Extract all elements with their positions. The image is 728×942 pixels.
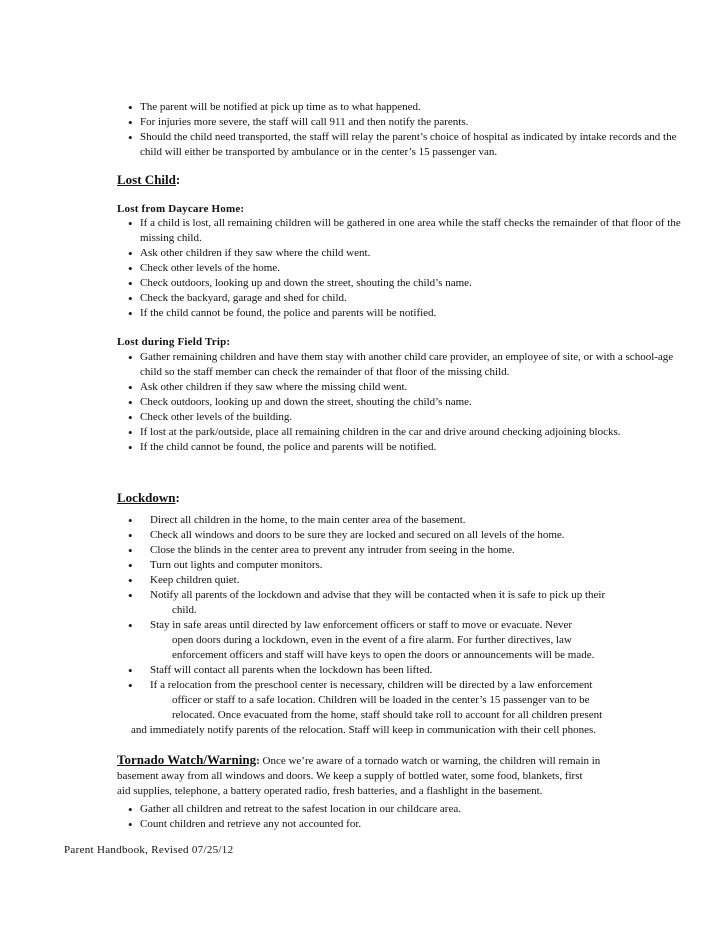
tornado-line-2: basement away from all windows and doors. We keep a supply of bottled water, some food, blankets, first: [117, 770, 583, 782]
list-item: • The parent will be notified at pick up time as to what happened.: [128, 100, 688, 115]
lockdown-heading: Lockdown:: [117, 490, 180, 505]
lost-child-heading: Lost Child:: [117, 172, 181, 187]
notify-line-2: child.: [172, 604, 197, 616]
lockdown-heading-text: Lockdown: [117, 490, 176, 505]
lost-fieldtrip-list: [128, 350, 688, 455]
list-item: • Gather all children and retreat to the safest location in our childcare area.: [128, 802, 688, 817]
list-item: • If a child is lost, all remaining children will be gathered in one area while the staff checks the remainder of that floor of the missing child.: [128, 216, 688, 246]
reloc-line-2: officer or staff to a safe location. Children will be loaded in the center’s 15 passenger van to be: [172, 694, 590, 706]
notify-line-1: • Notify all parents of the lockdown and advise that they will be contacted when it is safe to pick up their: [150, 589, 606, 601]
stay-line-3: enforcement officers and staff will have keys to open the doors or announcements will be made.: [172, 649, 595, 661]
tornado-line-3: aid supplies, telephone, a battery operated radio, fresh batteries, and a flashlight in the basement.: [117, 785, 543, 797]
list-item: • Check all windows and doors to be sure they are locked and secured on all levels of the home.: [128, 528, 688, 543]
stay-line-1: • Stay in safe areas until directed by law enforcement officers or staff to move or evacuate. Never: [150, 619, 573, 631]
tornado-heading: Tornado Watch/Warning: [117, 752, 257, 767]
list-item: [128, 678, 688, 738]
list-item: • Ask other children if they saw where the child went.: [128, 246, 688, 261]
list-item: • If the child cannot be found, the police and parents will be notified.: [128, 440, 688, 455]
lockdown-list: [128, 513, 688, 738]
lost-fieldtrip-heading: Lost during Field Trip:: [117, 336, 231, 348]
list-item: • Should the child need transported, the staff will relay the parent’s choice of hospital as indicated by intake records and the child will either be transported by ambulance or in the center’s 15 passenger van.: [128, 130, 688, 160]
list-item: • Turn out lights and computer monitors.: [128, 558, 688, 573]
list-item: • Check other levels of the building.: [128, 410, 688, 425]
lost-child-heading-text: Lost Child: [117, 172, 176, 187]
list-item: • Count children and retrieve any not accounted for.: [128, 817, 688, 832]
reloc-line-3: relocated. Once evacuated from the home, staff should take roll to account for all children present: [172, 709, 603, 721]
list-item: • Check outdoors, looking up and down the street, shouting the child’s name.: [128, 395, 688, 410]
list-item: • If lost at the park/outside, place all remaining children in the car and drive around checking adjoining blocks.: [128, 425, 688, 440]
tornado-line-1: Tornado Watch/Warning: Once we’re aware of a tornado watch or warning, the children will remain in: [117, 752, 601, 767]
tornado-intro: Once we’re aware of a tornado watch or warning, the children will remain in: [262, 755, 601, 767]
tornado-list: [128, 802, 688, 832]
list-item: [128, 588, 688, 618]
list-item: • Gather remaining children and have them stay with another child care provider, an employee of site, or with a school-age child so the staff member can check the remainder of that floor of the missing child.: [128, 350, 688, 380]
list-item: [128, 618, 688, 663]
list-item: • Check outdoors, looking up and down the street, shouting the child’s name.: [128, 276, 688, 291]
list-item: • Direct all children in the home, to the main center area of the basement.: [128, 513, 688, 528]
list-item: • Ask other children if they saw where the missing child went.: [128, 380, 688, 395]
list-item: • For injuries more severe, the staff will call 911 and then notify the parents.: [128, 115, 688, 130]
tornado-section: [117, 752, 677, 799]
page-footer: Parent Handbook, Revised 07/25/12: [64, 844, 234, 856]
list-item: • Close the blinds in the center area to prevent any intruder from seeing in the home.: [128, 543, 688, 558]
injury-procedure-list: [128, 100, 688, 160]
list-item: • Keep children quiet.: [128, 573, 688, 588]
lost-daycare-heading: Lost from Daycare Home:: [117, 203, 245, 215]
reloc-line-1: • If a relocation from the preschool center is necessary, children will be directed by a law enforcement: [150, 679, 593, 691]
list-item: • Check other levels of the home.: [128, 261, 688, 276]
list-item: • If the child cannot be found, the police and parents will be notified.: [128, 306, 688, 321]
stay-line-2: open doors during a lockdown, even in the event of a fire alarm. For further directives, law: [172, 634, 572, 646]
list-item: • Check the backyard, garage and shed for child.: [128, 291, 688, 306]
list-item: • Staff will contact all parents when the lockdown has been lifted.: [128, 663, 688, 678]
reloc-line-4: and immediately notify parents of the relocation. Staff will keep in communication with their cell phones.: [131, 724, 597, 736]
lost-daycare-list: [128, 216, 688, 321]
